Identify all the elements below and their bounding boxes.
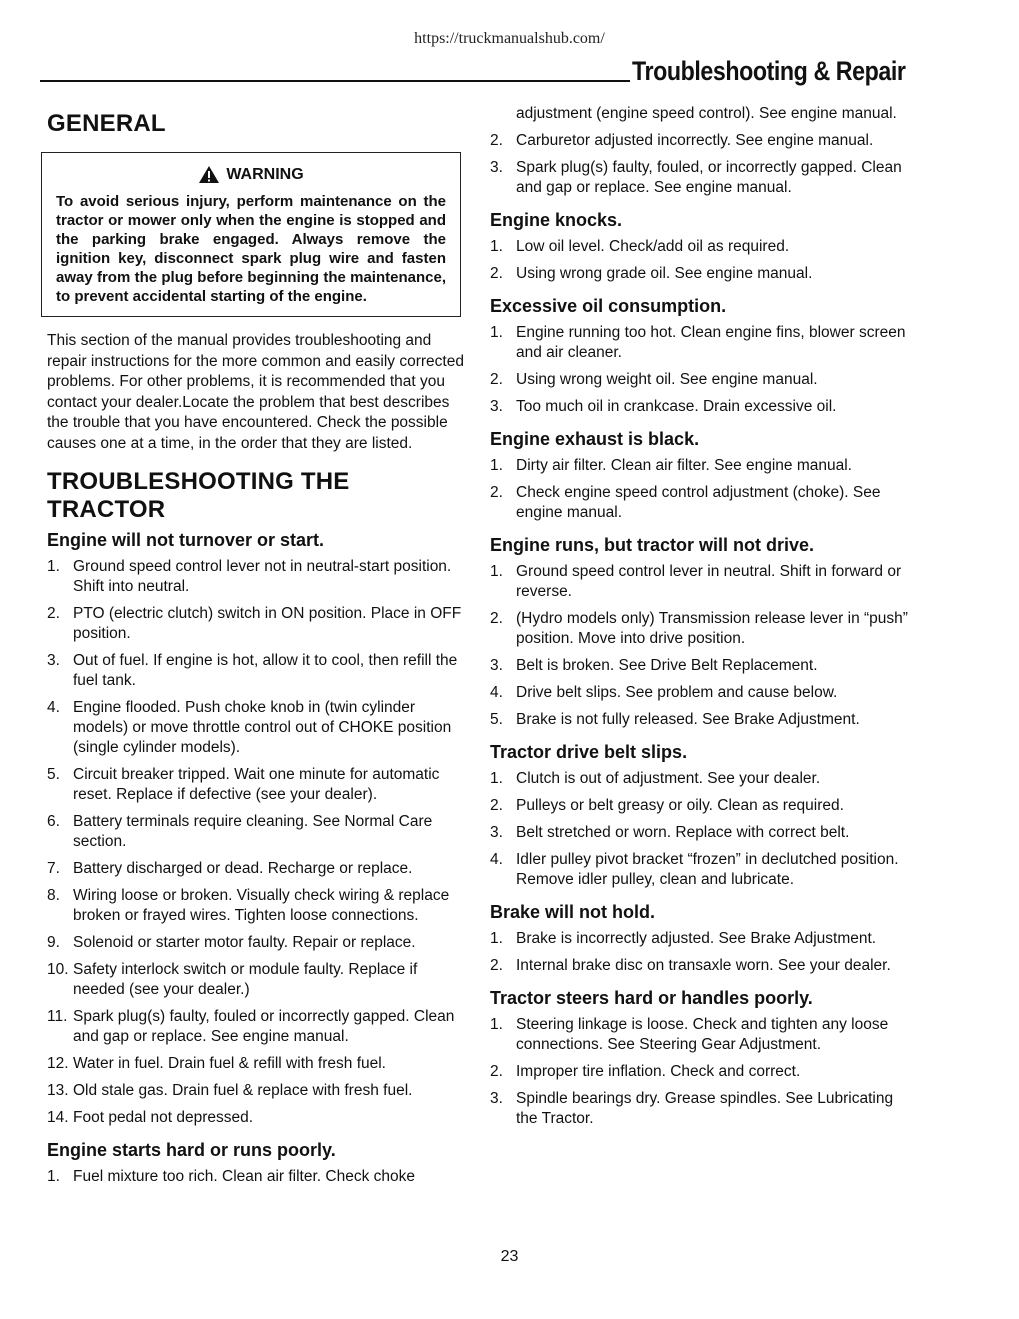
item-text: Carburetor adjusted incorrectly. See engine manual. [516,132,874,149]
item-number: 6. [47,813,60,830]
warning-triangle-icon [198,165,220,184]
list-item [490,264,918,284]
item-number: 2. [490,371,503,388]
list-item [47,960,471,1000]
item-number: 3. [490,824,503,841]
item-number: 1. [490,457,503,474]
list-item [47,859,471,879]
list-item [490,237,918,257]
item-number: 2. [490,1063,503,1080]
item-text: Engine running too hot. Clean engine fins, blower screen and air cleaner. [516,324,906,361]
item-number: 2. [490,610,503,627]
warning-title: WARNING [226,165,304,183]
item-text: Dirty air filter. Clean air filter. See engine manual. [516,457,852,474]
cause-list [47,1167,471,1187]
item-number: 2. [47,605,60,622]
item-number: 2. [490,797,503,814]
item-text: Belt is broken. See Drive Belt Replacement. [516,657,818,674]
cause-list [490,929,918,976]
item-number: 13. [47,1082,69,1099]
general-heading: GENERAL [47,110,166,137]
item-text: Low oil level. Check/add oil as required. [516,238,790,255]
item-number: 5. [47,766,60,783]
troubleshooting-heading: TROUBLESHOOTING THE TRACTOR [47,468,350,523]
item-number: 14. [47,1109,69,1126]
list-item [47,698,471,758]
item-text: Ground speed control lever not in neutral-start position. Shift into neutral. [73,558,452,595]
item-number: 1. [490,1016,503,1033]
cause-list [490,769,918,890]
item-text: Improper tire inflation. Check and correct. [516,1063,801,1080]
item-text: Belt stretched or worn. Replace with correct belt. [516,824,850,841]
item-number: 3. [490,398,503,415]
item-number: 2. [490,265,503,282]
item-text: Battery discharged or dead. Recharge or replace. [73,860,413,877]
cause-list [490,562,918,730]
cause-list [47,557,471,1128]
left-problem-sections [47,530,471,1187]
list-item [490,456,918,476]
item-number: 1. [490,563,503,580]
list-item [490,397,918,417]
item-number: 2. [490,484,503,501]
item-number: 1. [490,930,503,947]
item-text: (Hydro models only) Transmission release lever in “push” position. Move into drive position. [516,610,908,647]
item-text: Out of fuel. If engine is hot, allow it to cool, then refill the fuel tank. [73,652,458,689]
list-item [490,956,918,976]
problem-heading: Tractor steers hard or handles poorly. [490,988,813,1008]
item-text: Solenoid or starter motor faulty. Repair or replace. [73,934,416,951]
item-number: 11. [47,1008,68,1025]
page-header-title: Troubleshooting & Repair [632,56,906,86]
list-item [490,656,918,676]
cause-list [490,456,918,523]
item-text: Internal brake disc on transaxle worn. See your dealer. [516,957,891,974]
item-text: Spark plug(s) faulty, fouled, or incorrectly gapped. Clean and gap or replace. See engine manual. [516,159,902,196]
item-text: Too much oil in crankcase. Drain excessive oil. [516,398,837,415]
item-text: Battery terminals require cleaning. See Normal Care section. [73,813,433,850]
item-number: 9. [47,934,60,951]
item-text: Pulleys or belt greasy or oily. Clean as required. [516,797,844,814]
item-text: Ground speed control lever in neutral. Shift in forward or reverse. [516,563,902,600]
item-text: Old stale gas. Drain fuel & replace with fresh fuel. [73,1082,413,1099]
item-text: Brake is incorrectly adjusted. See Brake Adjustment. [516,930,877,947]
list-item [490,158,918,198]
list-item [47,1108,471,1128]
item-number: 1. [490,324,503,341]
problem-heading: Engine will not turnover or start. [47,530,325,550]
item-text: Spark plug(s) faulty, fouled or incorrectly gapped. Clean and gap or replace. See engine manual. [73,1008,455,1045]
list-item [490,131,918,151]
item-number: 4. [47,699,60,716]
item-number: 1. [47,1168,60,1185]
right-problem-sections [490,210,918,1129]
list-item [490,823,918,843]
item-text: Drive belt slips. See problem and cause below. [516,684,838,701]
warning-box [41,152,461,317]
cause-list [490,1015,918,1129]
problem-heading: Brake will not hold. [490,902,656,922]
list-item [490,769,918,789]
list-item [490,562,918,602]
item-number: 1. [490,238,503,255]
item-number: 7. [47,860,60,877]
item-text: PTO (electric clutch) switch in ON position. Place in OFF position. [73,605,462,642]
list-item [47,765,471,805]
item-text: Foot pedal not depressed. [73,1109,254,1126]
problem-heading: Engine knocks. [490,210,623,230]
list-item [490,1089,918,1129]
cause-list [490,323,918,417]
list-item [490,796,918,816]
item-number: 2. [490,132,503,149]
item-text: Fuel mixture too rich. Clean air filter. Check choke [73,1168,415,1185]
problem-heading: Tractor drive belt slips. [490,742,688,762]
source-url: https://truckmanualshub.com/ [414,30,605,47]
left-column [47,104,471,1194]
list-item [47,604,471,644]
intro-paragraph: This section of the manual provides troubleshooting and repair instructions for the more common and easily corrected problems. For other problems, it is recommended that you contact your dealer.Locate the problem that best describes the trouble that you have encountered. Check the possible causes one at a time, in the order that they are listed. [47,332,464,452]
list-item [490,929,918,949]
list-item [47,1007,471,1047]
item-text: Circuit breaker tripped. Wait one minute for automatic reset. Replace if defective (see your dealer). [73,766,440,803]
item-text: Check engine speed control adjustment (choke). See engine manual. [516,484,881,521]
item-text: Brake is not fully released. See Brake Adjustment. [516,711,860,728]
problem-heading: Engine starts hard or runs poorly. [47,1140,336,1160]
item-number: 3. [490,657,503,674]
continued-item-text: adjustment (engine speed control). See engine manual. [516,105,897,122]
item-number: 8. [47,887,60,904]
continued-list [490,131,918,198]
list-item [47,933,471,953]
list-item [490,483,918,523]
list-item [490,683,918,703]
right-column [490,104,918,1136]
item-number: 3. [490,1090,503,1107]
item-number: 12. [47,1055,69,1072]
item-number: 2. [490,957,503,974]
problem-heading: Excessive oil consumption. [490,296,727,316]
problem-heading: Engine runs, but tractor will not drive. [490,535,815,555]
list-item [47,886,471,926]
item-number: 10. [47,961,69,978]
warning-header [56,165,446,184]
item-number: 3. [490,159,503,176]
list-item [490,370,918,390]
item-number: 4. [490,851,503,868]
list-item [47,651,471,691]
item-number: 1. [490,770,503,787]
header-rule [40,80,630,82]
list-item [490,1015,918,1055]
list-item [47,1081,471,1101]
item-number: 3. [47,652,60,669]
item-text: Spindle bearings dry. Grease spindles. See Lubricating the Tractor. [516,1090,894,1127]
list-item [490,1062,918,1082]
list-item [490,323,918,363]
list-item [490,850,918,890]
item-text: Using wrong weight oil. See engine manual. [516,371,818,388]
warning-text: To avoid serious injury, perform maintenance on the tractor or mower only when the engine is stopped and the parking brake engaged. Always remove the ignition key, disconnect spark plug wire and fasten away from the plug before beginning the maintenance, to prevent accidental starting of the engine. [56,193,446,305]
item-number: 4. [490,684,503,701]
page-number: 23 [500,1248,519,1265]
list-item [47,1054,471,1074]
item-text: Water in fuel. Drain fuel & refill with fresh fuel. [73,1055,386,1072]
list-item [490,609,918,649]
item-text: Using wrong grade oil. See engine manual. [516,265,813,282]
item-number: 1. [47,558,60,575]
list-item [490,710,918,730]
list-item [47,1167,471,1187]
list-item [47,812,471,852]
item-text: Idler pulley pivot bracket “frozen” in declutched position. Remove idler pulley, clean and lubricate. [516,851,899,888]
cause-list [490,237,918,284]
item-text: Wiring loose or broken. Visually check wiring & replace broken or frayed wires. Tighten loose connections. [73,887,450,924]
problem-heading: Engine exhaust is black. [490,429,700,449]
item-text: Safety interlock switch or module faulty. Replace if needed (see your dealer.) [73,961,418,998]
item-text: Clutch is out of adjustment. See your dealer. [516,770,821,787]
list-item [47,557,471,597]
item-text: Engine flooded. Push choke knob in (twin cylinder models) or move throttle control out of CHOKE position (single cylinder models). [73,699,452,756]
item-number: 5. [490,711,503,728]
item-text: Steering linkage is loose. Check and tighten any loose connections. See Steering Gear Adjustment. [516,1016,889,1053]
